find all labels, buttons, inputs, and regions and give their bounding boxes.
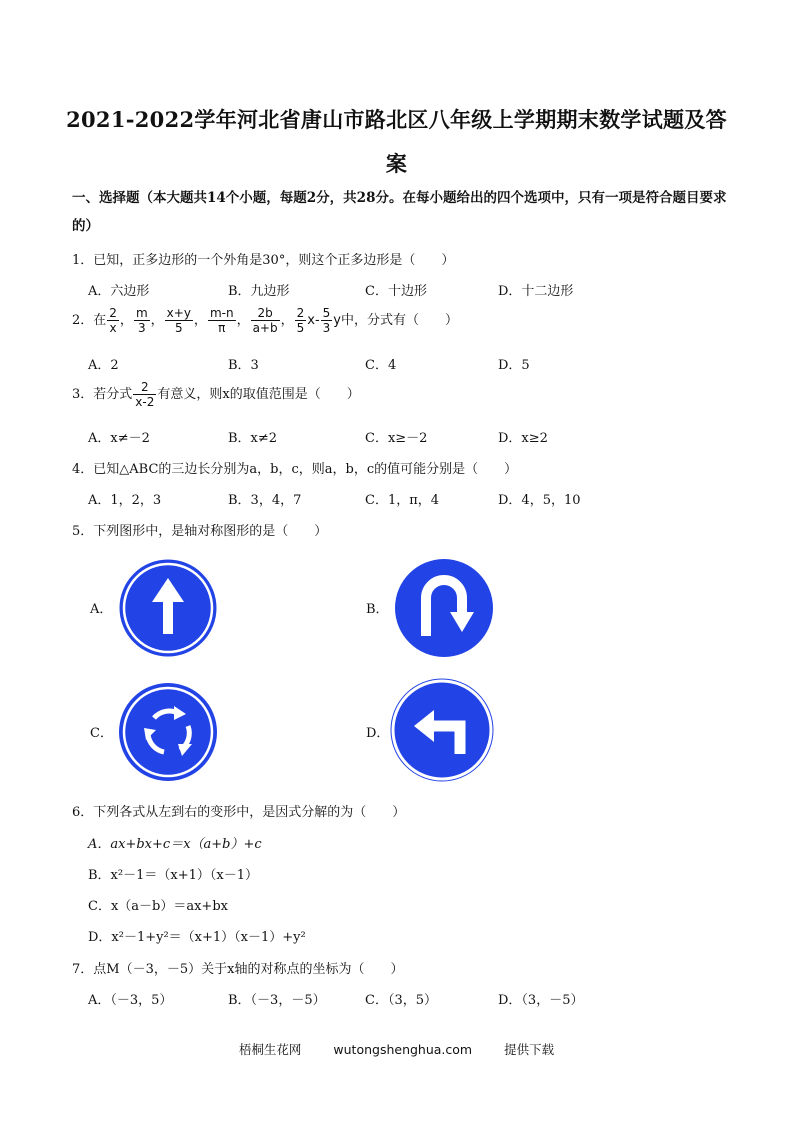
fraction-1: $\frac{2}{x}$ — [109, 306, 117, 335]
question-4: 4．已知△ABC的三边长分别为a，b，c，则a，b，c的值可能分别是（ ） — [72, 462, 518, 477]
q1-option-c: C．十边形 — [365, 284, 427, 299]
q3-fraction: $\frac{2}{x-2}$ — [135, 380, 155, 409]
q5-label-a: A． — [90, 602, 113, 617]
q3-option-a: A．x≠－2 — [88, 431, 150, 446]
q5-label-b: B． — [366, 602, 389, 617]
q6-option-c: C．x（a－b）＝ax+bx — [88, 899, 228, 914]
q1-option-b: B．九边形 — [228, 284, 290, 299]
page-footer — [0, 1040, 793, 1058]
q5-label-d: D． — [366, 726, 390, 741]
q2-suffix: 中，分式有（ ） — [341, 313, 459, 328]
q4-option-a: A．1，2，3 — [88, 493, 162, 508]
q7-option-b: B．（－3，－5） — [228, 993, 326, 1008]
fraction-3: $\frac{x+y}{5}$ — [166, 306, 191, 335]
q6-option-d: D．x²－1+y²＝（x+1）（x－1）+y² — [88, 930, 306, 945]
question-1: 1．已知，正多边形的一个外角是30°，则这个正多边形是（ ） — [72, 253, 455, 268]
q2-option-d: D．5 — [498, 358, 530, 373]
q1-option-d: D．十二边形 — [498, 284, 574, 299]
page-title: 2021-2022学年河北省唐山市路北区八年级上学期期末数学试题及答案 — [66, 107, 727, 176]
q4-option-c: C．1，π，4 — [365, 493, 440, 508]
q7-option-d: D．（3，－5） — [498, 993, 584, 1008]
fraction-4: $\frac{m-n}{\pi}$ — [209, 306, 234, 335]
q7-option-c: C．（3，5） — [365, 993, 437, 1008]
q6-option-b: B．x²－1＝（x+1）（x－1） — [88, 868, 258, 883]
question-6: 6．下列各式从左到右的变形中，是因式分解的为（ ） — [72, 805, 406, 820]
q3-option-b: B．x≠2 — [228, 431, 278, 446]
fraction-6a: $\frac{2}{5}$ — [296, 306, 305, 335]
footer-note: 提供下载 — [504, 1042, 555, 1057]
q2-option-b: B．3 — [228, 358, 259, 373]
q3-option-c: C．x≥－2 — [365, 431, 428, 446]
question-7: 7．点M（－3，－5）关于x轴的对称点的坐标为（ ） — [72, 962, 404, 977]
q1-option-a: A．六边形 — [88, 284, 150, 299]
q4-option-b: B．3，4，7 — [228, 493, 302, 508]
question-3: 3．若分式 $\frac{2}{x-2}$ 有意义，则x的取值范围是（ ） — [72, 380, 360, 409]
up-arrow-sign-icon — [116, 556, 220, 660]
fraction-6b: $\frac{5}{3}$ — [322, 306, 331, 335]
fraction-2: $\frac{m}{3}$ — [135, 306, 148, 335]
q2-prefix: 2．在 — [72, 313, 107, 328]
q7-option-a: A．（－3，5） — [88, 993, 173, 1008]
question-5: 5．下列图形中，是轴对称图形的是（ ） — [72, 524, 328, 539]
footer-url-link[interactable]: wutongshenghua.com — [333, 1042, 473, 1057]
footer-site-name: 梧桐生花网 — [238, 1042, 302, 1057]
fraction-5: $\frac{2b}{a+b}$ — [252, 306, 278, 335]
q4-option-d: D．4，5，10 — [498, 493, 581, 508]
roundabout-sign-icon — [116, 680, 220, 784]
left-turn-sign-icon — [390, 678, 494, 782]
section-heading: 一、选择题（本大题共14个小题，每题2分，共28分。在每小题给出的四个选项中，只有一项是符合题目要求的） — [72, 190, 727, 234]
q5-label-c: C． — [90, 726, 113, 741]
question-2: 2．在 $\frac{2}{x}$ ， $\frac{m}{3}$ ， $\frac{x+y}{5}$ ， $\frac{m-n}{\pi}$ ， $\frac{2b}{a+b}$ ， $\frac{2}{5}$ x- $\frac{5}{3}$ y中，分式有（ ） — [72, 306, 459, 335]
u-turn-sign-icon — [392, 556, 496, 660]
q3-option-d: D．x≥2 — [498, 431, 548, 446]
q2-option-c: C．4 — [365, 358, 397, 373]
q6-option-a: A．ax+bx+c＝x（a+b）+c — [88, 837, 262, 852]
q2-option-a: A．2 — [88, 358, 119, 373]
